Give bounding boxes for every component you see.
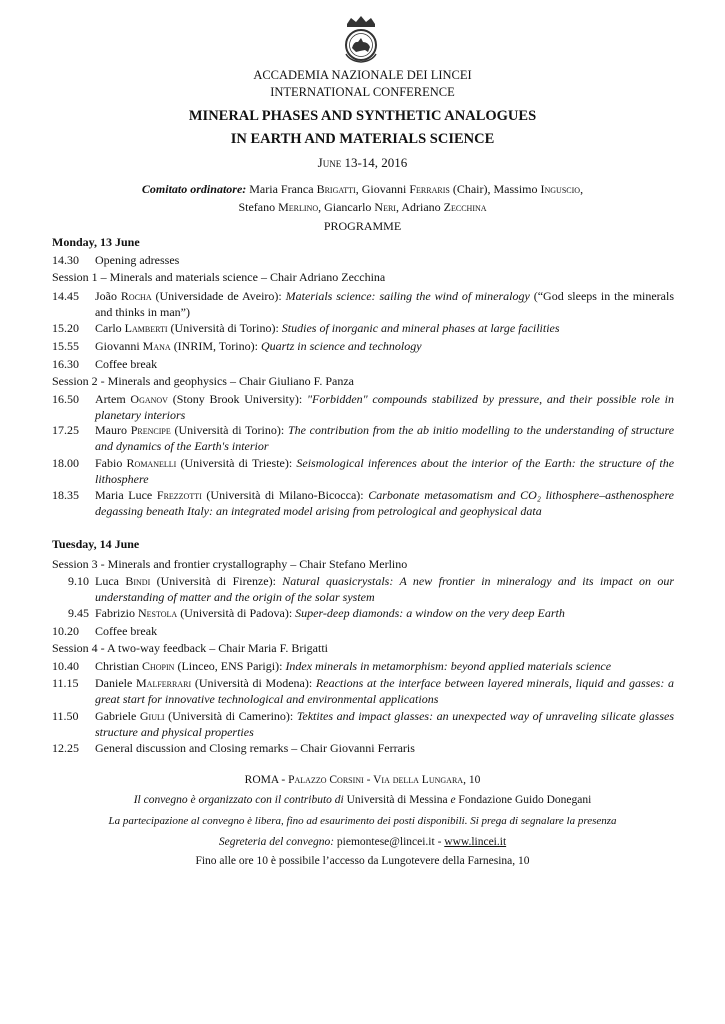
venue-line: ROMA - Palazzo Corsini - Via della Lungara, 10 [244, 774, 481, 786]
item-time: 10.20 [52, 624, 79, 638]
talk-title: Carbonate metasomatism and CO₂ lithosphere–asthenosphere degassing beneath Italy: an integrated model arising from petrological and geophysical data [95, 488, 674, 518]
speaker-last: Nestola [138, 606, 178, 620]
talk-title: Index minerals in metamorphism: beyond applied materials science [285, 659, 612, 673]
organizing-committee [110, 180, 615, 216]
organizers-line: Il convegno è organizzato con il contributo di Università di Messina e Fondazione Guido Donegani [133, 794, 592, 806]
item-time: 18.00 [52, 456, 79, 470]
talk-title: Tektites and impact glasses: an unexpected way of unraveling silicate glasses structure and physical properties [95, 709, 675, 739]
speaker-first: Maria Luce [95, 488, 153, 502]
item-time: 11.50 [52, 709, 79, 723]
speaker-first: Mauro [95, 423, 127, 437]
committee-member: Massimo Inguscio, [493, 182, 584, 196]
item-time: 16.30 [52, 357, 79, 371]
committee-member: Giancarlo Neri, [324, 200, 399, 214]
secretariat-line: Segreteria del convegno: piemontese@lincei.it - www.lincei.it [218, 836, 507, 848]
speaker-affiliation: (INRIM, Torino): [173, 339, 258, 353]
schedule-item [52, 252, 674, 268]
talk-title: The contribution from the ab initio modelling to the understanding of structure and dynamics of the Earth's interior [95, 423, 675, 453]
talk-item [52, 320, 674, 336]
speaker-last: Giuli [139, 709, 165, 723]
day-heading-monday: Monday, 13 June [52, 235, 140, 249]
item-time: 11.15 [52, 676, 79, 690]
speaker-first: Gabriele [95, 709, 137, 723]
item-time: 9.10 [68, 574, 89, 588]
item-time: 17.25 [52, 423, 79, 437]
conference-type: INTERNATIONAL CONFERENCE [270, 85, 455, 99]
speaker-last: Chopin [142, 659, 175, 673]
item-time: 18.35 [52, 488, 79, 502]
access-note: Fino alle ore 10 è possibile l’accesso da Lungotevere della Farnesina, 10 [195, 855, 530, 867]
speaker-first: Christian [95, 659, 139, 673]
talk-title: Natural quasicrystals: A new frontier in mineralogy and its impact on our understanding of matter and the origin of the solar system [95, 574, 674, 604]
item-time: 12.25 [52, 741, 79, 755]
speaker-last: Prencipe [130, 423, 171, 437]
item-time: 15.55 [52, 339, 79, 353]
programme-heading: PROGRAMME [323, 219, 402, 233]
talk-item [52, 338, 674, 354]
session-heading: Session 2 - Minerals and geophysics – Chair Giuliano F. Panza [52, 374, 354, 388]
speaker-first: Daniele [95, 676, 133, 690]
lincei-website-link[interactable]: www.lincei.it [444, 836, 507, 848]
talk-item [52, 455, 674, 487]
organizer-2: Fondazione Guido Donegani [458, 794, 592, 806]
speaker-first: Giovanni [95, 339, 140, 353]
speaker-last: Lamberti [124, 321, 168, 335]
session-heading: Session 4 - A two-way feedback – Chair Maria F. Brigatti [52, 641, 328, 655]
talk-item [52, 288, 674, 320]
item-time: 14.45 [52, 289, 79, 303]
speaker-last: Mana [142, 339, 171, 353]
speaker-affiliation: (Università di Milano-Bicocca): [206, 488, 364, 502]
committee-member: Stefano Merlino, [238, 200, 322, 214]
talk-title: Studies of inorganic and mineral phases at large facilities [281, 321, 560, 335]
speaker-affiliation: (Universidade de Aveiro): [155, 289, 282, 303]
speaker-last: Bindi [125, 574, 151, 588]
talk-title: Materials science: sailing the wind of mineralogy [285, 289, 530, 303]
committee-label: Comitato ordinatore: [141, 182, 247, 196]
talk-title: Super-deep diamonds: a window on the very deep Earth [295, 606, 565, 620]
schedule-item [52, 623, 674, 639]
item-time: 9.45 [68, 606, 89, 620]
item-time: 14.30 [52, 253, 79, 267]
talk-title: Seismological inferences about the interior of the Earth: the structure of the lithosphere [95, 456, 675, 486]
speaker-affiliation: (Università di Padova): [180, 606, 293, 620]
participation-note: La partecipazione al convegno è libera, fino ad esaurimento dei posti disponibili. Si prega di segnalare la presenza [108, 815, 617, 827]
speaker-first: Artem [95, 392, 126, 406]
speaker-affiliation: (Università di Torino): [174, 423, 285, 437]
speaker-last: Malferrari [136, 676, 192, 690]
schedule-item [52, 356, 674, 372]
talk-title: Reactions at the interface between layered minerals, liquid and gasses: a great start for innovative technological and environmental applications [95, 676, 675, 706]
item-time: 16.50 [52, 392, 79, 406]
speaker-first: João [95, 289, 117, 303]
speaker-last: Frezzotti [156, 488, 202, 502]
talk-item [52, 422, 674, 454]
item-text: Coffee break [95, 624, 158, 638]
speaker-affiliation: (Università di Torino): [170, 321, 279, 335]
speaker-affiliation: (Università di Firenze): [156, 574, 276, 588]
day-heading-tuesday: Tuesday, 14 June [52, 537, 140, 551]
session-heading: Session 3 - Minerals and frontier crystallography – Chair Stefano Merlino [52, 557, 408, 571]
speaker-first: Fabio [95, 456, 123, 470]
speaker-last: Oganov [130, 392, 168, 406]
talk-item [52, 487, 674, 519]
speaker-affiliation: (Università di Camerino): [168, 709, 294, 723]
speaker-affiliation: (Università di Trieste): [180, 456, 293, 470]
committee-member: Maria Franca Brigatti, [249, 182, 359, 196]
secretariat-email-link[interactable]: piemontese@lincei.it [336, 836, 435, 848]
item-text: Coffee break [95, 357, 158, 371]
venue-place: Palazzo Corsini - Via della Lungara [288, 774, 464, 786]
speaker-affiliation: (Università di Modena): [194, 676, 313, 690]
session-heading: Session 1 – Minerals and materials science – Chair Adriano Zecchina [52, 270, 386, 284]
speaker-affiliation: (Linceo, ENS Parigi): [177, 659, 283, 673]
committee-member: Adriano Zecchina [401, 200, 487, 214]
talk-item [52, 658, 674, 674]
talk-item [52, 391, 674, 423]
conference-dates: June 13-14, 2016 [317, 155, 408, 170]
speaker-last: Rocha [120, 289, 152, 303]
item-time: 15.20 [52, 321, 79, 335]
organizer-1: Università di Messina [346, 794, 448, 806]
lincei-lynx-emblem-icon [339, 14, 383, 64]
speaker-last: Romanelli [126, 456, 177, 470]
schedule-item [52, 740, 674, 756]
institution-name: ACCADEMIA NAZIONALE DEI LINCEI [253, 68, 472, 82]
conference-title-line2: IN EARTH AND MATERIALS SCIENCE [230, 131, 495, 147]
talk-item [52, 708, 674, 740]
conference-title-line1: MINERAL PHASES AND SYNTHETIC ANALOGUES [188, 108, 537, 124]
speaker-first: Carlo [95, 321, 122, 335]
item-text: Opening adresses [95, 253, 180, 267]
talk-item [52, 675, 674, 707]
talk-item [52, 605, 674, 621]
talk-subtitle: (“God sleeps in the minerals and thinks in man”) [95, 289, 675, 319]
committee-member: Giovanni Ferraris (Chair), [361, 182, 491, 196]
item-text: General discussion and Closing remarks – Chair Giovanni Ferraris [95, 741, 415, 755]
talk-title: "Forbidden" compounds stabilized by pressure, and their possible role in planetary interiors [95, 392, 675, 422]
item-time: 10.40 [52, 659, 79, 673]
speaker-affiliation: (Stony Brook University): [172, 392, 303, 406]
talk-title: Quartz in science and technology [260, 339, 422, 353]
speaker-first: Fabrizio [95, 606, 135, 620]
talk-item [52, 573, 674, 605]
speaker-first: Luca [95, 574, 119, 588]
